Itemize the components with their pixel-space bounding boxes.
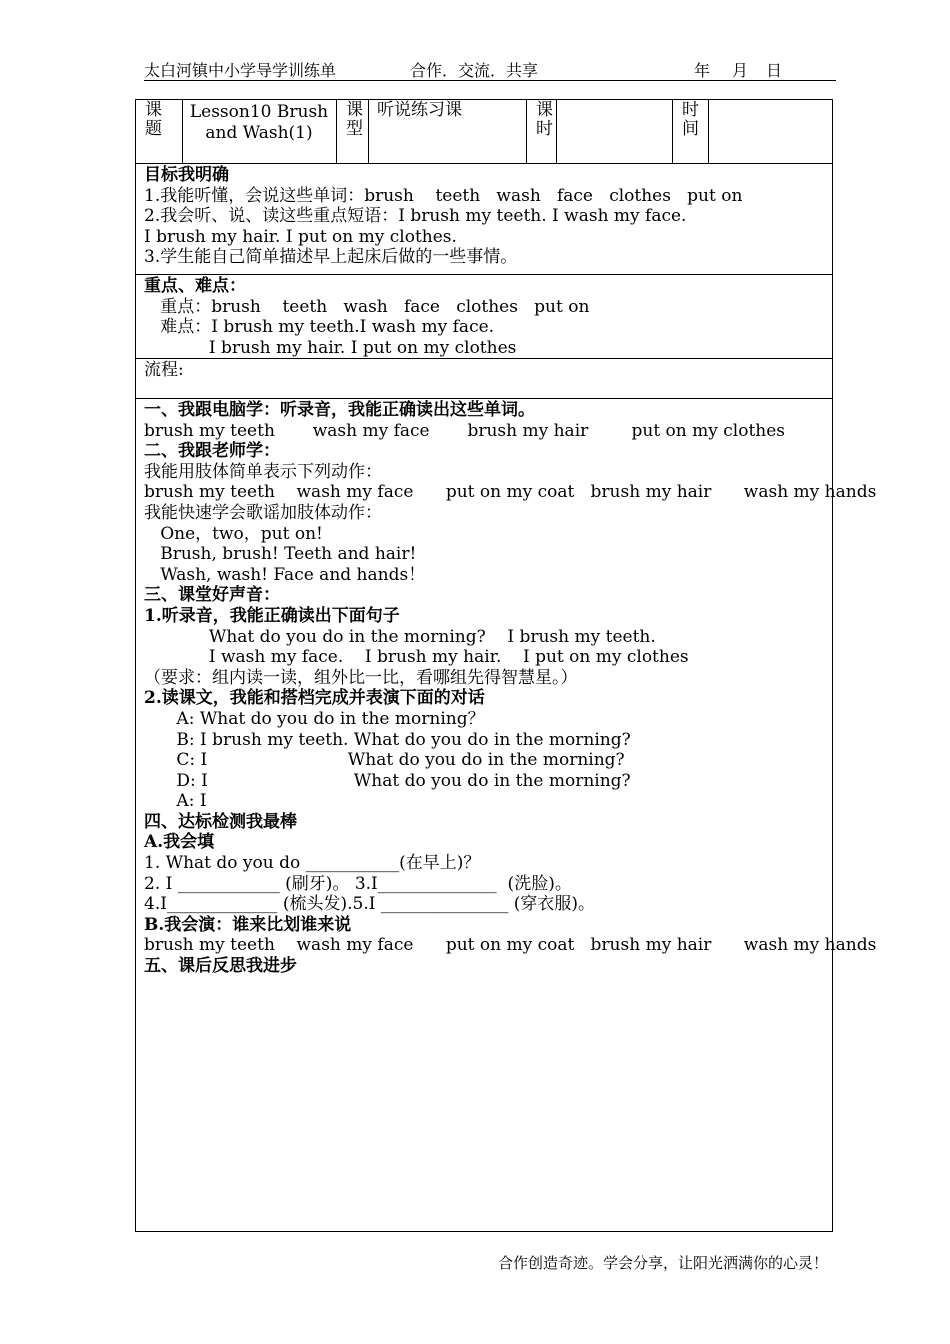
process-label: 流程: (144, 360, 184, 380)
activity-body (144, 400, 876, 977)
page-header (144, 58, 836, 81)
body-line: 2.读课文，我能和搭档完成并表演下面的对话 (144, 688, 485, 709)
divider-process (135, 398, 833, 399)
keypoints-line: I brush my hair. I put on my clothes (144, 337, 517, 358)
divider-info (135, 163, 833, 164)
goals-line: 3.学生能自己简单描述早上起床后做的一些事情。 (144, 247, 518, 268)
col-divider (708, 99, 709, 163)
goals-heading: 目标我明确 (144, 165, 229, 185)
body-line: 2. I ____________ (刷牙)。 3.I______________ (洗脸)。 (144, 873, 572, 894)
body-line: C: I What do you do in the morning? (144, 750, 625, 771)
goals-line: 2.我会听、说、读这些重点短语：I brush my teeth. I wash my face. (144, 206, 687, 227)
body-line: 1. What do you do ___________(在早上)？ (144, 853, 481, 874)
date-day-label: 日 (766, 61, 783, 80)
body-line: A.我会填 (144, 832, 215, 853)
body-line: （要求：组内读一读，组外比一比，看哪组先得智慧星。） (144, 667, 578, 688)
col-divider (336, 99, 337, 163)
col-divider (182, 99, 183, 163)
body-line: 一、我跟电脑学：听录音，我能正确读出这些单词。 (144, 400, 535, 420)
goals-line: I brush my hair. I put on my clothes. (144, 226, 457, 247)
topic-label: 课 题 (145, 100, 162, 139)
period-label: 课 时 (536, 100, 553, 139)
body-line: brush my teeth wash my face brush my hair put on my clothes (144, 420, 786, 441)
body-line: 五、课后反思我进步 (144, 956, 297, 977)
body-line: Wash, wash! Face and hands！ (144, 564, 426, 585)
footer-slogan: 合作创造奇迹。学会分享，让阳光洒满你的心灵！ (497, 1254, 828, 1272)
date-year-label: 年 (694, 61, 711, 80)
keypoints-line: 重点：brush teeth wash face clothes put on (144, 296, 590, 317)
divider-goals (135, 274, 833, 275)
type-value: 听说练习课 (377, 100, 462, 120)
goals-line: 1.我能听懂，会说这些单词：brush teeth wash face clothes put on (144, 185, 743, 206)
body-line: One，two，put on! (144, 523, 323, 544)
body-line: 三、课堂好声音： (144, 585, 280, 606)
topic-value: Lesson10 Brush and Wash(1) (189, 102, 329, 143)
goals-section (144, 165, 742, 268)
type-label: 课 型 (346, 100, 363, 139)
body-line: What do you do in the morning? I brush my teeth. (144, 626, 656, 647)
body-line: A: What do you do in the morning？ (144, 708, 485, 729)
body-line: brush my teeth wash my face put on my coat brush my hair wash my hands (144, 935, 877, 956)
body-line: 1.听录音，我能正确读出下面句子 (144, 605, 400, 626)
body-line: B: I brush my teeth. What do you do in the morning? (144, 729, 631, 750)
body-line: 四、达标检测我最棒 (144, 811, 297, 832)
school-name: 太白河镇中小学导学训练单 (144, 61, 337, 80)
keypoints-section (144, 276, 589, 358)
body-line: I wash my face. I brush my hair. I put on my clothes (144, 647, 689, 668)
header-motto: 合作．交流．共享 (410, 61, 539, 80)
col-divider (526, 99, 527, 163)
body-line: 我能用肢体简单表示下列动作： (144, 461, 382, 482)
time-label: 时 间 (682, 100, 699, 139)
keypoints-line: 难点：I brush my teeth.I wash my face. (144, 317, 495, 338)
keypoints-heading: 重点、难点： (144, 276, 246, 296)
body-line: 4.I_____________ (梳头发).5.I _______________ (穿衣服)。 (144, 894, 596, 915)
body-line: A: I (144, 791, 207, 812)
col-divider (672, 99, 673, 163)
body-line: D: I What do you do in the morning? (144, 770, 631, 791)
date-month-label: 月 (732, 61, 749, 80)
body-line: B.我会演：谁来比划谁来说 (144, 914, 352, 935)
body-line: 二、我跟老师学： (144, 441, 280, 462)
col-divider (556, 99, 557, 163)
body-line: brush my teeth wash my face put on my coat brush my hair wash my hands (144, 482, 877, 503)
body-line: 我能快速学会歌谣加肢体动作： (144, 502, 382, 523)
process-section (144, 360, 184, 381)
body-line: Brush, brush! Teeth and hair! (144, 544, 417, 565)
col-divider (368, 99, 369, 163)
